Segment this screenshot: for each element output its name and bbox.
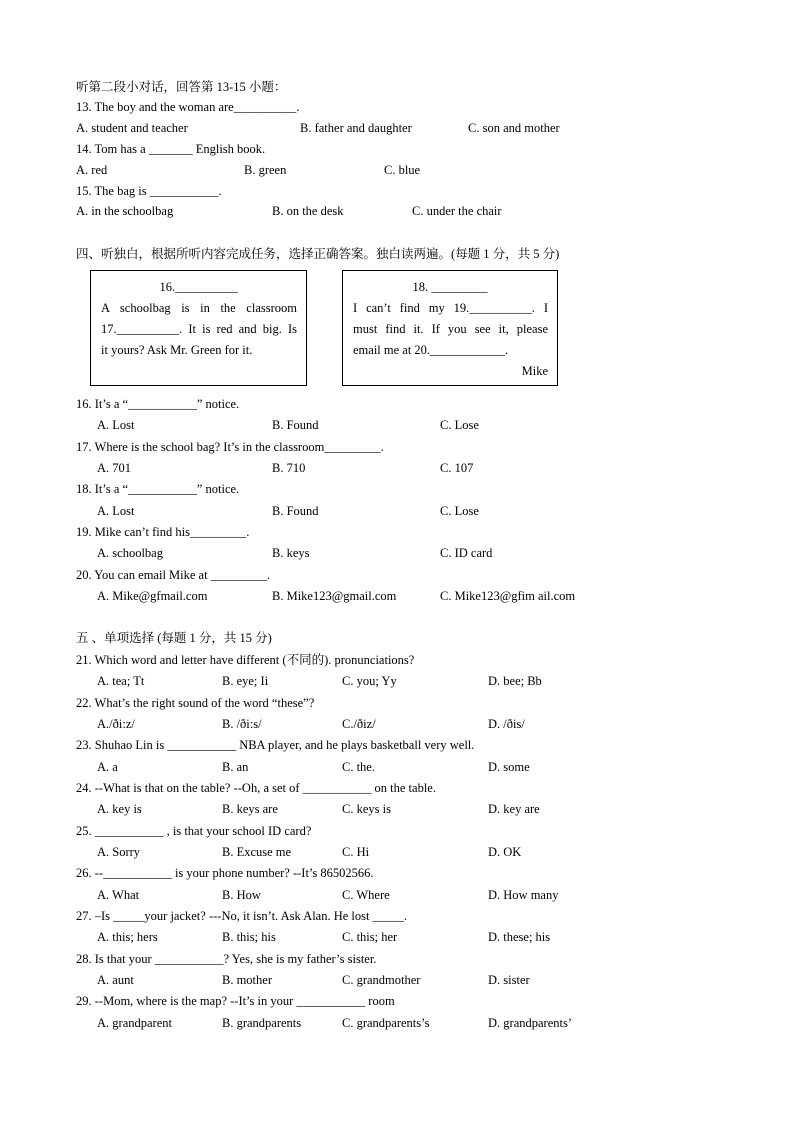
question-26-option-b: B. How [222,888,261,902]
question-17-option-c: C. 107 [440,461,474,475]
question-25-stem: 25. ___________ , is that your school ID card? [76,824,312,838]
question-18-stem: 18. It’s a “___________” notice. [76,482,240,496]
question-22-option-d: D. /ðis/ [488,717,525,731]
notice-left-line-3: it yours? Ask Mr. Green for it. [101,343,253,357]
question-21-option-b: B. eye; Ii [222,674,269,688]
question-29-option-a: A. grandparent [97,1016,172,1030]
notice-right-line-2: must find it. If you see it, please [353,322,548,336]
question-16-option-c: C. Lose [440,418,479,432]
notice-right-line-3: email me at 20.____________. [353,343,509,357]
question-21-stem: 21. Which word and letter have different (不同的). pronunciations? [76,653,415,667]
question-21-option-d: D. bee; Bb [488,674,542,688]
notice-right [342,270,558,386]
question-17-option-b: B. 710 [272,461,306,475]
question-28-option-d: D. sister [488,973,530,987]
question-15-option-a: A. in the schoolbag [76,204,174,218]
notice-left-title: 16.__________ [159,280,238,294]
question-14-option-a: A. red [76,163,108,177]
question-28-option-c: C. grandmother [342,973,421,987]
question-23-option-b: B. an [222,760,249,774]
question-15-option-b: B. on the desk [272,204,344,218]
question-23-option-a: A. a [97,760,118,774]
question-19-option-a: A. schoolbag [97,546,163,560]
question-23-option-c: C. the. [342,760,375,774]
question-24-stem: 24. --What is that on the table? --Oh, a set of ___________ on the table. [76,781,436,795]
question-27-option-d: D. these; his [488,930,551,944]
question-27-option-b: B. this; his [222,930,276,944]
question-26-option-d: D. How many [488,888,559,902]
notice-left [90,270,307,386]
question-13-option-a: A. student and teacher [76,121,188,135]
question-17-option-a: A. 701 [97,461,132,475]
question-20-option-b: B. Mike123@gmail.com [272,589,397,603]
question-14-option-c: C. blue [384,163,421,177]
section-heading-part3: 听第二段小对话，回答第 13-15 小题： [76,80,287,94]
question-25-option-d: D. OK [488,845,522,859]
question-24-option-b: B. keys are [222,802,278,816]
question-26-stem: 26. --___________ is your phone number? --It’s 86502566. [76,866,374,880]
question-20-option-a: A. Mike@gfmail.com [97,589,208,603]
question-23-stem: 23. Shuhao Lin is ___________ NBA player, and he plays basketball very well. [76,738,475,752]
question-17-stem: 17. Where is the school bag? It’s in the classroom_________. [76,440,384,454]
question-24-option-c: C. keys is [342,802,391,816]
question-25-option-a: A. Sorry [97,845,141,859]
question-28-option-b: B. mother [222,973,272,987]
question-27-stem: 27. –Is _____your jacket? ---No, it isn’t. Ask Alan. He lost _____. [76,909,407,923]
question-22-stem: 22. What’s the right sound of the word “these”? [76,696,315,710]
question-27-option-c: C. this; her [342,930,398,944]
question-14-option-b: B. green [244,163,287,177]
notice-left-line-1: A schoolbag is in the classroom [101,301,297,315]
question-22-option-b: B. /ði:s/ [222,717,262,731]
notice-right-signature: Mike [521,364,548,378]
question-13-option-b: B. father and daughter [300,121,412,135]
question-16-option-b: B. Found [272,418,319,432]
question-25-option-c: C. Hi [342,845,370,859]
question-22-option-c: C./ðiz/ [342,717,376,731]
question-13-stem: 13. The boy and the woman are__________. [76,100,300,114]
notice-right-line-1: I can’t find my 19.__________. I [353,301,548,315]
question-18-option-a: A. Lost [97,504,135,518]
question-29-option-b: B. grandparents [222,1016,302,1030]
question-29-stem: 29. --Mom, where is the map? --It’s in your ___________ room [76,994,395,1008]
section-heading-part5: 五 、单项选择 (每题 1 分，共 15 分) [76,631,272,645]
question-27-option-a: A. this; hers [97,930,158,944]
question-29-option-d: D. grandparents’ [488,1016,572,1030]
notice-right-title: 18. _________ [412,280,488,294]
question-21-option-c: C. you; Yy [342,674,397,688]
question-15-stem: 15. The bag is ___________. [76,184,222,198]
question-20-option-c: C. Mike123@gfim ail.com [440,589,576,603]
question-16-stem: 16. It’s a “___________” notice. [76,397,240,411]
section-heading-part4: 四、听独白，根据所听内容完成任务，选择正确答案。独白读两遍。(每题 1 分，共 5 分) [76,247,560,261]
question-20-stem: 20. You can email Mike at _________. [76,568,271,582]
question-24-option-a: A. key is [97,802,142,816]
question-13-option-c: C. son and mother [468,121,560,135]
question-26-option-c: C. Where [342,888,390,902]
question-19-option-b: B. keys [272,546,310,560]
question-14-stem: 14. Tom has a _______ English book. [76,142,266,156]
question-29-option-c: C. grandparents’s [342,1016,430,1030]
question-28-stem: 28. Is that your ___________? Yes, she is my father’s sister. [76,952,377,966]
question-28-option-a: A. aunt [97,973,134,987]
notice-left-line-2: 17.__________. It is red and big. Is [101,322,297,336]
question-23-option-d: D. some [488,760,530,774]
question-22-option-a: A./ði:z/ [97,717,135,731]
question-18-option-c: C. Lose [440,504,479,518]
question-21-option-a: A. tea; Tt [97,674,145,688]
question-19-option-c: C. ID card [440,546,493,560]
question-24-option-d: D. key are [488,802,540,816]
question-16-option-a: A. Lost [97,418,135,432]
question-15-option-c: C. under the chair [412,204,502,218]
question-18-option-b: B. Found [272,504,319,518]
question-26-option-a: A. What [97,888,140,902]
question-25-option-b: B. Excuse me [222,845,292,859]
question-19-stem: 19. Mike can’t find his_________. [76,525,250,539]
